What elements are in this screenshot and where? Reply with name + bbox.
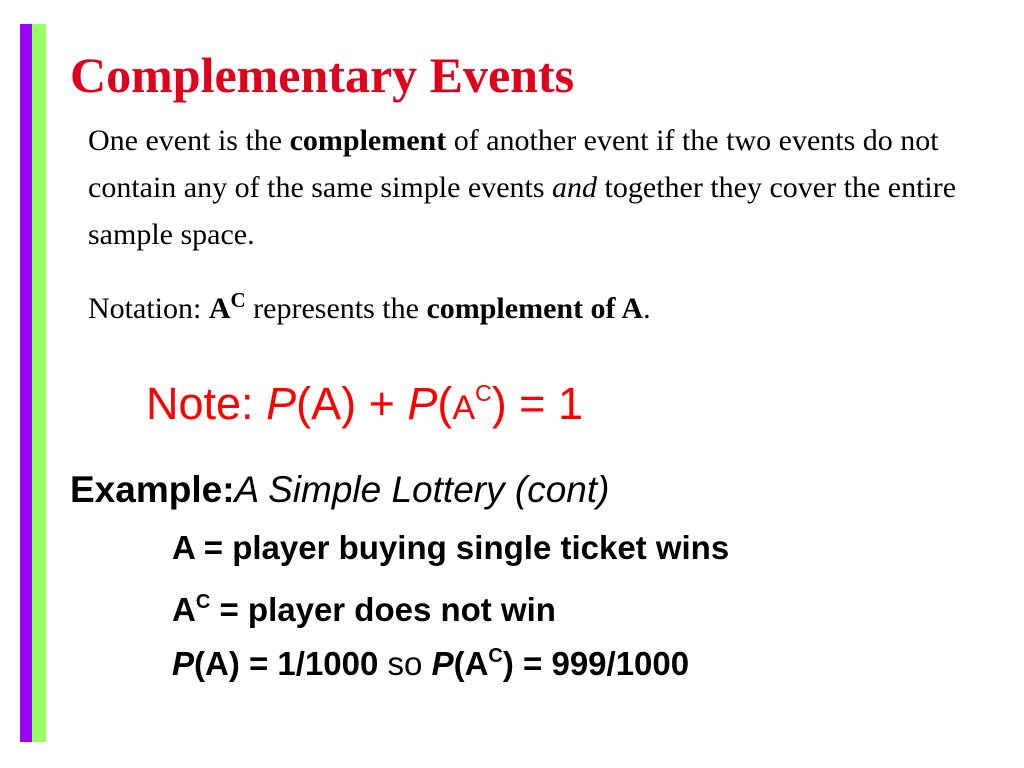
definition-paragraph [88, 117, 1003, 258]
note-open-paren: ( [437, 378, 453, 429]
notation-superscript: C [230, 288, 246, 312]
example-line3-first: (A) = 1/1000 [194, 645, 379, 682]
note-formula [146, 360, 583, 441]
definition-term: complement [289, 124, 447, 157]
example-line2-symbol: A [172, 591, 196, 628]
note-p2: P [407, 378, 438, 429]
note-p1: P [266, 378, 297, 429]
note-label: Note: [146, 378, 267, 429]
note-a-plus: (A) + [296, 378, 408, 429]
example-line3-so: so [378, 645, 432, 682]
note-a-complement: A [452, 389, 476, 427]
notation-label: Notation: [88, 292, 209, 325]
example-heading [70, 462, 609, 518]
example-line3-superscript: C [488, 645, 503, 667]
example-line2-text: = player does not win [210, 591, 556, 628]
notation-symbol: A [208, 292, 231, 325]
example-line3-end: ) = 999/1000 [502, 645, 690, 682]
notation-middle: represents the [245, 292, 427, 325]
accent-bar-green [32, 24, 46, 742]
notation-phrase: complement of A [426, 292, 644, 325]
definition-text-3: together they cover the entire sample space. [88, 171, 957, 251]
notation-end: . [643, 292, 651, 325]
definition-emphasis: and [552, 171, 598, 204]
definition-text-1: One event is the [88, 124, 290, 157]
slide-title: Complementary Events [70, 47, 575, 103]
example-line3-open: (A [453, 645, 489, 682]
accent-bar-purple [20, 24, 32, 742]
example-line-3 [172, 630, 689, 690]
example-line3-p2: P [431, 645, 454, 682]
note-equals-one: ) = 1 [491, 378, 583, 429]
example-line2-superscript: C [195, 591, 211, 613]
example-subtitle: A Simple Lottery (cont) [234, 469, 610, 510]
note-superscript: C [475, 380, 492, 406]
example-line3-p1: P [172, 645, 195, 682]
example-label: Example: [70, 469, 235, 510]
example-line-2 [172, 576, 556, 636]
definition-text-2: of another event if the two events do not contain any of the same simple events [88, 124, 939, 204]
notation-line [88, 277, 651, 332]
example-line-1: A = player buying single ticket wins [172, 529, 730, 566]
